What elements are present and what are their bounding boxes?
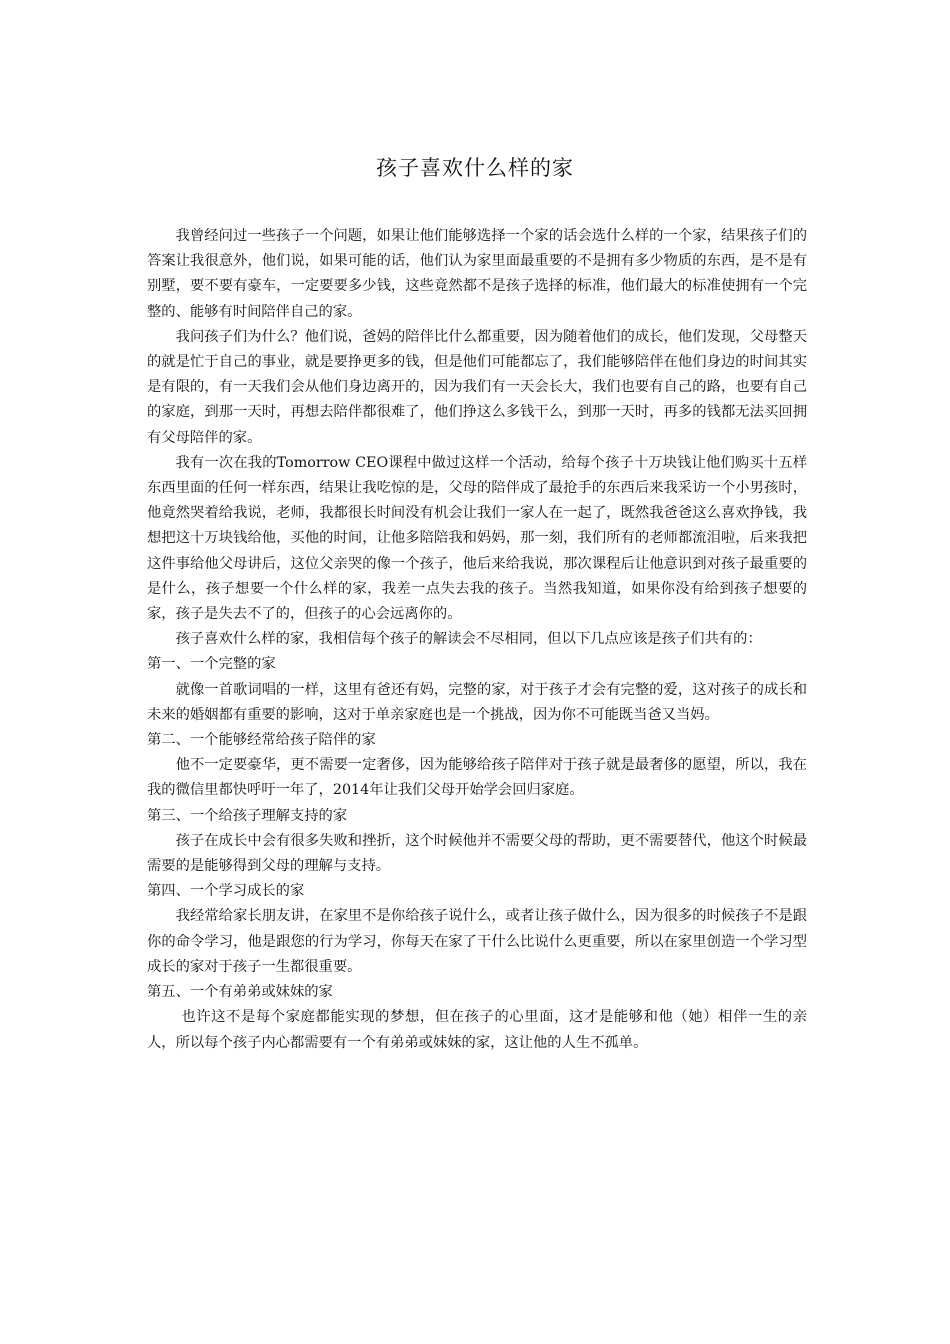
section-heading: 第五、一个有弟弟或妹妹的家: [147, 984, 333, 1001]
section-body: 我经常给家长朋友讲，在家里不是你给孩子说什么，或者让孩子做什么，因为很多的时候孩子不是跟你的命令学习，他是跟您的行为学习，你每天在家了干什么比说什么更重要，所以在家里创造一个学习型成长的家对于孩子一生都很重要。: [147, 908, 807, 975]
section-heading: 第一、一个完整的家: [147, 656, 276, 673]
document-body: [147, 224, 807, 1056]
body-paragraph: 我曾经问过一些孩子一个问题，如果让他们能够选择一个家的话会选什么样的一个家，结果孩子们的答案让我很意外，他们说，如果可能的话，他们认为家里面最重要的不是拥有多少物质的东西，是不是有别墅，要不要有豪车，一定要要多少钱，这些竟然都不是孩子选择的标准，他们最大的标准使拥有一个完整的、能够有时间陪伴自己的家。: [147, 228, 807, 320]
section-heading: 第三、一个给孩子理解支持的家: [147, 807, 348, 824]
body-paragraph: 我有一次在我的Tomorrow CEO课程中做过这样一个活动，给每个孩子十万块钱让他们购买十五样东西里面的任何一样东西，结果让我吃惊的是，父母的陪伴成了最抢手的东西后来我采访一个小男孩时，他竟然哭着给我说，老师，我都很长时间没有机会让我们一家人在一起了，既然我爸爸这么喜欢挣钱，我想把这十万块钱给他，买他的时间，让他多陪陪我和妈妈，那一刻，我们所有的老师都流泪啦，后来我把这件事给他父母讲后，这位父亲哭的像一个孩子，他后来给我说，那次课程后让他意识到对孩子最重要的是什么，孩子想要一个什么样的家，我差一点失去我的孩子。当然我知道，如果你没有给到孩子想要的家，孩子是失去不了的，但孩子的心会远离你的。: [147, 454, 807, 623]
body-paragraph: 孩子喜欢什么样的家，我相信每个孩子的解读会不尽相同，但以下几点应该是孩子们共有的：: [175, 631, 762, 648]
section-body: 他不一定要豪华，更不需要一定奢侈，因为能够给孩子陪伴对于孩子就是最奢侈的愿望，所以，我在我的微信里都快呼吁一年了，2014年让我们父母开始学会回归家庭。: [147, 757, 807, 799]
section-body: 就像一首歌词唱的一样，这里有爸还有妈，完整的家，对于孩子才会有完整的爱，这对孩子的成长和未来的婚姻都有重要的影响，这对于单亲家庭也是一个挑战，因为你不可能既当爸又当妈。: [147, 681, 807, 723]
document-title: 孩子喜欢什么样的家: [376, 156, 574, 181]
body-paragraph: 我问孩子们为什么？他们说，爸妈的陪伴比什么都重要，因为随着他们的成长，他们发现，父母整天的就是忙于自己的事业，就是要挣更多的钱，但是他们可能都忘了，我们能够陪伴在他们身边的时间其实是有限的，有一天我们会从他们身边离开的，因为我们有一天会长大，我们也要有自己的路，也要有自己的家庭，到那一天时，再想去陪伴都很难了，他们挣这么多钱干么，到那一天时，再多的钱都无法买回拥有父母陪伴的家。: [147, 328, 807, 446]
section-heading: 第二、一个能够经常给孩子陪伴的家: [147, 732, 376, 749]
section-body: 孩子在成长中会有很多失败和挫折，这个时候他并不需要父母的帮助，更不需要替代，他这个时候最需要的是能够得到父母的理解与支持。: [147, 832, 807, 875]
section-body: 也许这不是每个家庭都能实现的梦想，但在孩子的心里面，这才是能够和他（她）相伴一生的亲人，所以每个孩子内心都需要有一个有弟弟或妹妹的家，这让他的人生不孤单。: [147, 1009, 807, 1051]
section-heading: 第四、一个学习成长的家: [147, 883, 305, 900]
